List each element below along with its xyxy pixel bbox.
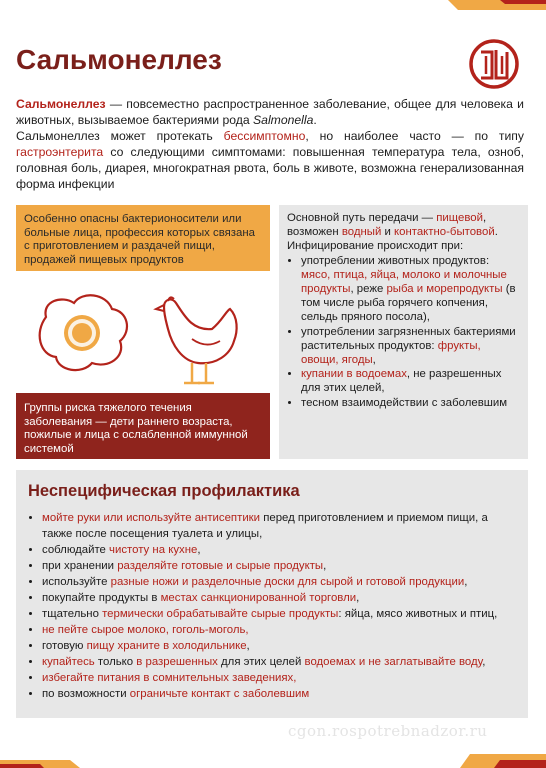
infection-intro: Инфицирование происходит при: (287, 240, 464, 253)
list-item: • тесном взаимодействии с заболевшим (301, 396, 520, 410)
list-item: • соблюдайте чистоту на кухне, (42, 542, 516, 558)
transmission-panel (279, 205, 528, 459)
definition-paragraph: Сальмонеллез — повсеместно распространенное заболевание, общее для человека и животных, вызываемое бактериями рода Salmonella. (16, 97, 524, 127)
intro-text (16, 96, 524, 192)
list-item: • используйте разные ножи и разделочные доски для сырой и готовой продукции, (42, 574, 516, 590)
chicken-icon (156, 297, 237, 383)
list-item: • по возможности ограничьте контакт с заболевшим (42, 686, 516, 702)
carriers-note-box (16, 205, 270, 271)
footer-url: cgon.rospotrebnadzor.ru (288, 722, 488, 740)
fried-egg-icon (40, 295, 127, 370)
prevention-panel (16, 470, 528, 718)
top-corner-decoration (0, 0, 546, 10)
list-item: • употреблении животных продуктов: мясо, птица, яйца, молоко и молочные продукты, реже рыба и морепродукты (в том числе рыба горячего копчения, сельдь пряного посола), (301, 254, 520, 325)
carriers-note-text: Особенно опасны бактерионосители или больные лица, профессия которых связана с приготовлением и раздачей пищи, продажей пищевых продуктов (24, 213, 255, 266)
list-item: • покупайте продукты в местах санкционированной торговли, (42, 590, 516, 606)
symptoms-paragraph: Сальмонеллез может протекать бессимптомно, но наиболее часто — по типу гастроэнтерита со следующими симптомами: повышенная температура тела, озноб, головная боль, диарея, многократная рвота, боль в животе, возможна генерализованная форма инфекции (16, 129, 525, 191)
prevention-title: Неспецифическая профилактика (28, 482, 300, 500)
rospotrebnadzor-logo (468, 38, 520, 90)
list-item: • готовую пищу храните в холодильнике, (42, 638, 516, 654)
prevention-list (28, 510, 516, 702)
bottom-corner-decoration (0, 740, 546, 768)
page-title: Сальмонеллез (16, 44, 222, 75)
risk-groups-text: Группы риска тяжелого течения заболевания — дети раннего возраста, пожилые и лица с ослабленной иммунной системой (24, 402, 248, 455)
list-item: • купании в водоемах, не разрешенных для этих целей, (301, 367, 520, 395)
list-item: • купайтесь только в разрешенных для этих целей водоемах и не заглатывайте воду, (42, 654, 516, 670)
list-item: • тщательно термически обрабатывайте сырые продукты: яйца, мясо животных и птиц, (42, 606, 516, 622)
list-item: • не пейте сырое молоко, гоголь-моголь, (42, 622, 516, 638)
list-item: • употреблении загрязненных бактериями растительных продуктов: фрукты, овощи, ягоды, (301, 325, 520, 368)
risk-groups-box (16, 393, 270, 459)
list-item: • мойте руки или используйте антисептики перед приготовлением и приемом пищи, а также после посещения туалета и улицы, (42, 510, 516, 542)
transmission-routes: Основной путь передачи — пищевой, возможен водный и контактно-бытовой. (287, 212, 498, 239)
infection-list (287, 254, 520, 410)
food-illustration (16, 271, 270, 393)
list-item: • при хранении разделяйте готовые и сырые продукты, (42, 558, 516, 574)
list-item: • избегайте питания в сомнительных заведениях, (42, 670, 516, 686)
